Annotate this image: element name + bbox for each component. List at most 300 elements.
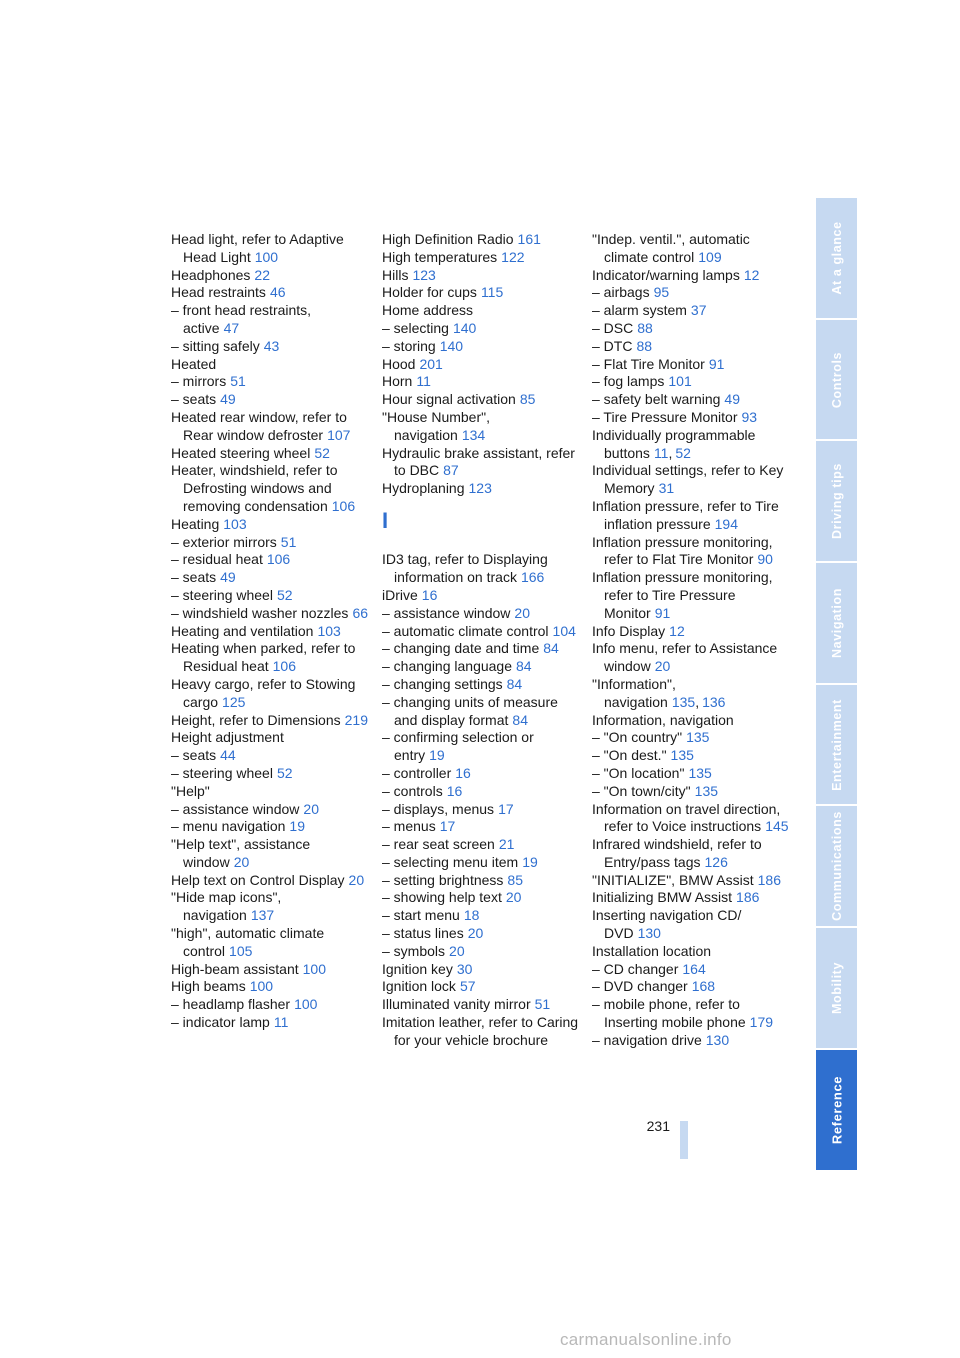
page-ref-link[interactable]: 84 xyxy=(512,711,528,728)
index-entry xyxy=(382,783,582,801)
index-entry-text: Horn xyxy=(382,373,413,390)
page-ref-link[interactable]: 84 xyxy=(506,675,523,692)
page-ref-link[interactable]: 201 xyxy=(419,355,443,372)
page-ref-link[interactable]: 37 xyxy=(690,302,707,319)
index-entry xyxy=(592,996,792,1032)
page-ref-link[interactable]: 49 xyxy=(220,391,236,408)
index-entry xyxy=(171,996,371,1014)
page-ref-link[interactable]: 30 xyxy=(456,960,473,977)
page-ref-separator: , xyxy=(668,444,673,461)
page-ref-link[interactable]: 186 xyxy=(757,871,781,888)
index-entry-text: – changing date and time xyxy=(382,640,540,657)
index-entry-text: Hydroplaning xyxy=(382,480,465,497)
index-entry-text: Individual settings, refer to Key Memory xyxy=(592,462,784,497)
index-entry xyxy=(171,267,371,285)
page-ref-link[interactable]: 51 xyxy=(534,996,551,1013)
index-entry-text: Information on travel direction, refer to Voice instructions xyxy=(592,800,781,835)
index-entry-text: Individually programmable buttons xyxy=(592,426,756,461)
page-ref-link[interactable]: 145 xyxy=(765,818,789,835)
page-ref-link[interactable]: 91 xyxy=(708,355,725,372)
page-ref-link[interactable]: 100 xyxy=(294,996,318,1013)
index-entry-text: Heavy cargo, refer to Stowing cargo xyxy=(171,675,356,710)
index-entry-text: iDrive xyxy=(382,586,418,603)
page-ref-link[interactable]: 12 xyxy=(669,622,685,639)
page-ref-link[interactable]: 168 xyxy=(691,978,716,995)
page-ref-link[interactable]: 85 xyxy=(507,871,523,888)
index-entry xyxy=(382,729,582,765)
index-entry-text: – changing settings xyxy=(382,675,503,692)
index-entry-text: – "On location" xyxy=(592,764,685,781)
index-entry-text: Head light, refer to Adaptive Head Light xyxy=(171,231,344,265)
index-entry xyxy=(382,231,582,249)
index-entry xyxy=(171,462,371,515)
index-entry-text: Hour signal activation xyxy=(382,391,516,408)
index-entry xyxy=(592,765,792,783)
index-entry-text: – storing xyxy=(382,337,436,354)
index-entry xyxy=(592,284,792,302)
index-entry-text: Heated xyxy=(171,355,217,372)
index-entry xyxy=(382,978,582,996)
index-entry xyxy=(382,320,582,338)
tab-label: Communications xyxy=(829,811,844,922)
index-entry-text: – DTC xyxy=(592,337,633,354)
page-ref-link[interactable]: 100 xyxy=(302,960,326,977)
page-ref-link[interactable]: 20 xyxy=(449,942,465,959)
page-ref-link[interactable]: 103 xyxy=(223,515,247,532)
index-entry xyxy=(382,889,582,907)
index-entry-text: – steering wheel xyxy=(171,586,273,603)
index-entry-text: – fog lamps xyxy=(592,373,665,390)
index-entry-text: – automatic climate control xyxy=(382,622,549,639)
index-entry xyxy=(592,267,792,285)
index-entry xyxy=(382,356,582,374)
page-ref-link[interactable]: 20 xyxy=(514,604,530,621)
index-entry-text: Head restraints xyxy=(171,284,266,301)
index-entry xyxy=(171,445,371,463)
tab-navigation[interactable] xyxy=(816,563,857,683)
index-entry-text: – steering wheel xyxy=(171,764,273,781)
index-entry-text: – controller xyxy=(382,764,452,781)
page-ref-link[interactable]: 52 xyxy=(276,586,293,603)
index-entry-text: – seats xyxy=(171,747,217,764)
index-entry-text: Height, refer to Dimensions xyxy=(171,711,341,728)
page-ref-link[interactable]: 20 xyxy=(303,800,319,817)
index-entry xyxy=(592,534,792,570)
index-entry xyxy=(382,338,582,356)
index-entry xyxy=(171,605,371,623)
index-entry xyxy=(382,284,582,302)
page-ref-link[interactable]: 135 xyxy=(694,782,719,799)
index-entry xyxy=(382,480,582,498)
index-entry-text: Indicator/warning lamps xyxy=(592,266,740,283)
index-entry-text: – menus xyxy=(382,818,436,835)
index-entry-text: – DVD changer xyxy=(592,978,688,995)
index-entry xyxy=(382,391,582,409)
index-entry-text: – sitting safely xyxy=(171,337,260,354)
index-entry xyxy=(382,605,582,623)
index-entry xyxy=(592,356,792,374)
page-ref-link[interactable]: 12 xyxy=(743,266,760,283)
index-entry-text: Info menu, refer to Assistance window xyxy=(592,640,778,675)
page-number-bar xyxy=(680,1121,688,1159)
index-entry xyxy=(171,587,371,605)
index-entry-text: Initializing BMW Assist xyxy=(592,889,733,906)
page-ref-link[interactable]: 136 xyxy=(702,693,726,710)
page-ref-link[interactable]: 125 xyxy=(222,693,246,710)
page-ref-link[interactable]: 134 xyxy=(461,426,486,443)
page-ref-link[interactable]: 107 xyxy=(327,426,351,443)
index-entry-text: "Indep. ventil.", automatic climate control xyxy=(592,231,750,265)
page-ref-link[interactable]: 122 xyxy=(501,248,525,265)
index-entry-text: Help text on Control Display xyxy=(171,871,345,888)
index-entry xyxy=(171,302,371,338)
index-entry xyxy=(382,872,582,890)
page-ref-link[interactable]: 100 xyxy=(254,248,279,265)
page-ref-link[interactable]: 106 xyxy=(331,497,356,514)
index-entry-text: – front head restraints, active xyxy=(171,302,312,336)
page-ref-link[interactable]: 11 xyxy=(653,444,669,461)
index-entry xyxy=(171,783,371,801)
page-ref-link[interactable]: 87 xyxy=(443,462,459,479)
page-ref-link[interactable]: 19 xyxy=(429,747,445,764)
page-ref-link[interactable]: 43 xyxy=(263,337,280,354)
index-entry xyxy=(382,1014,582,1050)
page-ref-link[interactable]: 219 xyxy=(344,711,368,728)
index-entry-text: Illuminated vanity mirror xyxy=(382,996,531,1013)
index-entry xyxy=(592,338,792,356)
index-entry xyxy=(382,996,582,1014)
index-entry-text: "Help" xyxy=(171,782,210,799)
page-ref-link[interactable]: 135 xyxy=(688,764,712,781)
index-entry-text: – selecting menu item xyxy=(382,853,519,870)
index-entry xyxy=(592,783,792,801)
index-entry-text: "Help text", assistance window xyxy=(171,836,311,870)
index-entry xyxy=(382,587,582,605)
index-entry xyxy=(382,302,582,320)
index-entry-text: – Tire Pressure Monitor xyxy=(592,408,738,425)
index-entry-text: – changing units of measure and display format xyxy=(382,693,558,728)
index-entry-text: – alarm system xyxy=(592,302,687,319)
index-entry-text: High beams xyxy=(171,978,246,995)
page-ref-link[interactable]: 140 xyxy=(439,337,464,354)
index-entry-text: – assistance window xyxy=(382,604,511,621)
index-entry-text: – safety belt warning xyxy=(592,391,721,408)
page-ref-link[interactable]: 123 xyxy=(412,266,436,283)
index-entry-text: Heating xyxy=(171,515,220,532)
tab-label: Reference xyxy=(829,1075,844,1144)
index-entry xyxy=(382,925,582,943)
index-entry xyxy=(171,765,371,783)
page-ref-link[interactable]: 51 xyxy=(280,533,297,550)
index-entry xyxy=(382,623,582,641)
index-entry xyxy=(171,551,371,569)
index-column-1 xyxy=(171,231,371,1032)
index-entry-text: – menu navigation xyxy=(171,818,286,835)
page-number: 231 xyxy=(646,1118,670,1134)
index-entry xyxy=(592,907,792,943)
index-entry xyxy=(171,569,371,587)
page-ref-link[interactable]: 18 xyxy=(463,907,480,924)
index-entry xyxy=(171,978,371,996)
page-ref-link[interactable]: 161 xyxy=(517,231,541,247)
page-ref-link[interactable]: 101 xyxy=(668,373,692,390)
index-entry xyxy=(171,961,371,979)
index-entry xyxy=(382,854,582,872)
page-ref-link[interactable]: 49 xyxy=(724,391,740,408)
tab-controls[interactable] xyxy=(816,320,857,440)
index-entry-text: – CD changer xyxy=(592,960,679,977)
page-ref-link[interactable]: 16 xyxy=(446,782,463,799)
tab-driving-tips[interactable] xyxy=(816,441,857,561)
page-ref-link[interactable]: 22 xyxy=(254,266,270,283)
index-entry-text: Installation location xyxy=(592,942,712,959)
index-entry-text: High temperatures xyxy=(382,248,498,265)
index-entry-text: Imitation leather, refer to Caring for your vehicle brochure xyxy=(382,1014,579,1048)
index-entry xyxy=(592,373,792,391)
page-ref-link[interactable]: 19 xyxy=(522,853,538,870)
page-ref-link[interactable]: 109 xyxy=(698,248,722,265)
page-ref-link[interactable]: 93 xyxy=(741,408,758,425)
index-entry xyxy=(592,623,792,641)
page-ref-link[interactable]: 16 xyxy=(455,764,471,781)
index-entry-text: – showing help text xyxy=(382,889,502,906)
index-entry-text: Hills xyxy=(382,266,409,283)
index-entry-text: – airbags xyxy=(592,284,650,301)
index-entry-text: Holder for cups xyxy=(382,284,477,301)
section-tabs xyxy=(816,198,857,1172)
page-ref-link[interactable]: 51 xyxy=(230,373,246,390)
index-entry xyxy=(171,640,371,676)
index-entry xyxy=(171,356,371,374)
index-entry xyxy=(592,712,792,730)
index-entry-text: – changing language xyxy=(382,658,513,675)
index-entry-text: – rear seat screen xyxy=(382,836,495,853)
page-ref-link[interactable]: 106 xyxy=(272,658,296,675)
page-ref-link[interactable]: 85 xyxy=(519,391,536,408)
index-entry xyxy=(171,676,371,712)
page-ref-link[interactable]: 88 xyxy=(636,337,653,354)
tab-label: Navigation xyxy=(829,587,844,658)
index-entry-text: – windshield washer nozzles xyxy=(171,604,349,621)
index-entry-text: – "On country" xyxy=(592,729,683,746)
index-entry xyxy=(171,1014,371,1032)
index-entry xyxy=(382,943,582,961)
index-entry-text: Hood xyxy=(382,355,416,372)
index-entry-text: – controls xyxy=(382,782,443,799)
page-ref-link[interactable]: 123 xyxy=(468,480,492,497)
index-entry xyxy=(592,889,792,907)
index-entry-text: Heating and ventilation xyxy=(171,622,314,639)
page-ref-link[interactable]: 16 xyxy=(421,586,438,603)
index-entry-text: Heated steering wheel xyxy=(171,444,311,461)
index-entry-text: – DSC xyxy=(592,319,634,336)
page-ref-link[interactable]: 194 xyxy=(714,515,738,532)
page-ref-link[interactable]: 106 xyxy=(266,551,291,568)
page-ref-link[interactable]: 103 xyxy=(317,622,341,639)
page-ref-separator: , xyxy=(695,693,700,710)
index-entry-text: Ignition key xyxy=(382,960,453,977)
index-entry xyxy=(382,658,582,676)
index-entry xyxy=(592,462,792,498)
index-entry-text: Height adjustment xyxy=(171,729,284,746)
index-entry-text: – headlamp flasher xyxy=(171,996,291,1013)
index-entry-text: "Information", navigation xyxy=(592,675,676,710)
page-ref-link[interactable]: 49 xyxy=(220,569,236,586)
page-ref-link[interactable]: 166 xyxy=(520,569,545,586)
page-ref-link[interactable]: 135 xyxy=(671,693,696,710)
page-ref-link[interactable]: 17 xyxy=(498,800,514,817)
page-ref-link[interactable]: 57 xyxy=(459,978,476,995)
index-entry xyxy=(592,498,792,534)
page-ref-link[interactable]: 95 xyxy=(653,284,670,301)
page-ref-link[interactable]: 31 xyxy=(658,480,675,497)
page-ref-link[interactable]: 88 xyxy=(637,319,653,336)
tab-label: Entertainment xyxy=(829,698,844,791)
index-entry xyxy=(592,427,792,463)
page-ref-link[interactable]: 130 xyxy=(637,925,661,942)
tab-at-a-glance[interactable] xyxy=(816,198,857,318)
page-ref-link[interactable]: 19 xyxy=(289,818,305,835)
index-entry xyxy=(171,729,371,747)
index-entry xyxy=(171,516,371,534)
index-entry-text: – "On town/city" xyxy=(592,782,691,799)
watermark: carmanualsonline.info xyxy=(560,1330,732,1349)
index-entry xyxy=(382,249,582,267)
index-entry-text: Home address xyxy=(382,302,474,319)
index-entry xyxy=(592,640,792,676)
page-ref-link[interactable]: 52 xyxy=(276,764,293,781)
tab-mobility[interactable] xyxy=(816,928,857,1048)
index-entry xyxy=(382,445,582,481)
index-entry xyxy=(171,889,371,925)
page-ref-link[interactable]: 90 xyxy=(757,551,773,568)
page-ref-link[interactable]: 164 xyxy=(682,960,706,977)
page-ref-link[interactable]: 21 xyxy=(498,836,515,853)
tab-communications[interactable] xyxy=(816,806,857,926)
page-ref-link[interactable]: 179 xyxy=(749,1014,774,1031)
index-entry-text: – displays, menus xyxy=(382,800,495,817)
index-entry xyxy=(171,409,371,445)
index-entry xyxy=(592,302,792,320)
index-entry xyxy=(382,551,582,587)
index-entry-text: – assistance window xyxy=(171,800,300,817)
page-ref-link[interactable]: 20 xyxy=(233,853,250,870)
index-entry xyxy=(171,747,371,765)
index-entry xyxy=(171,623,371,641)
page-ref-link[interactable]: 115 xyxy=(480,284,504,301)
index-entry-text: Inflation pressure monitoring, refer to Flat Tire Monitor xyxy=(592,533,773,568)
page-ref-link[interactable]: 47 xyxy=(223,319,240,336)
index-entry-text: – selecting xyxy=(382,319,449,336)
index-entry xyxy=(592,391,792,409)
index-entry xyxy=(171,836,371,872)
index-entry-text: High Definition Radio xyxy=(382,231,514,247)
page-ref-link[interactable]: 140 xyxy=(452,319,477,336)
page-ref-link[interactable]: 135 xyxy=(670,747,694,764)
index-entry-text: – setting brightness xyxy=(382,871,504,888)
page-ref-link[interactable]: 84 xyxy=(543,640,559,657)
index-entry-text: – start menu xyxy=(382,907,460,924)
index-entry xyxy=(171,872,371,890)
page-ref-link[interactable]: 66 xyxy=(352,604,369,621)
index-entry-text: Heated rear window, refer to Rear window defroster xyxy=(171,408,347,443)
page-ref-link[interactable]: 137 xyxy=(250,907,275,924)
index-entry xyxy=(171,231,371,267)
index-column-2 xyxy=(382,231,582,1050)
index-entry xyxy=(592,729,792,747)
index-entry xyxy=(382,640,582,658)
page-ref-link[interactable]: 20 xyxy=(505,889,522,906)
index-entry-text: – Flat Tire Monitor xyxy=(592,355,705,372)
index-entry-text: – status lines xyxy=(382,925,464,942)
page-ref-link[interactable]: 20 xyxy=(654,658,671,675)
index-entry-text: – symbols xyxy=(382,942,446,959)
index-entry xyxy=(171,925,371,961)
index-entry xyxy=(382,961,582,979)
page-ref-link[interactable]: 44 xyxy=(220,747,236,764)
index-entry-text: High-beam assistant xyxy=(171,960,299,977)
index-entry-text: – "On dest." xyxy=(592,747,667,764)
tab-entertainment[interactable] xyxy=(816,685,857,805)
page-ref-link[interactable]: 52 xyxy=(314,444,330,461)
page-ref-link[interactable]: 11 xyxy=(273,1014,289,1031)
tab-reference[interactable] xyxy=(816,1050,857,1170)
page-ref-link[interactable]: 52 xyxy=(675,444,691,461)
tab-label: Controls xyxy=(829,351,844,408)
page-ref-link[interactable]: 46 xyxy=(269,284,286,301)
index-entry-text: – indicator lamp xyxy=(171,1014,270,1031)
index-column-3 xyxy=(592,231,792,1050)
index-entry xyxy=(592,836,792,872)
page-ref-link[interactable]: 135 xyxy=(686,729,710,746)
index-entry-text: "high", automatic climate control xyxy=(171,925,325,959)
index-entry xyxy=(592,231,792,267)
index-entry xyxy=(592,320,792,338)
page-ref-link[interactable]: 126 xyxy=(704,853,728,870)
page-ref-link[interactable]: 104 xyxy=(552,622,576,639)
page-ref-link[interactable]: 186 xyxy=(736,889,760,906)
index-entry xyxy=(171,338,371,356)
page-ref-link[interactable]: 100 xyxy=(249,978,274,995)
index-entry-text: Information, navigation xyxy=(592,711,734,728)
page-ref-link[interactable]: 91 xyxy=(654,604,671,621)
page-ref-link[interactable]: 105 xyxy=(229,942,253,959)
index-entry xyxy=(592,801,792,837)
page-ref-link[interactable]: 84 xyxy=(516,658,532,675)
index-entry xyxy=(382,694,582,730)
index-entry-text: Infrared windshield, refer to Entry/pass tags xyxy=(592,836,762,870)
page-ref-link[interactable]: 20 xyxy=(467,925,484,942)
index-entry-text: – exterior mirrors xyxy=(171,533,277,550)
index-entry-text: – seats xyxy=(171,569,217,586)
index-entry xyxy=(592,569,792,622)
index-entry xyxy=(382,818,582,836)
page-ref-link[interactable]: 17 xyxy=(439,818,456,835)
index-entry xyxy=(592,943,792,961)
index-entry-text: – confirming selection or entry xyxy=(382,729,534,764)
index-entry xyxy=(382,676,582,694)
index-entry-text: – seats xyxy=(171,391,217,408)
page-ref-link[interactable]: 130 xyxy=(705,1031,730,1048)
tab-label: Mobility xyxy=(829,961,844,1014)
page-ref-link[interactable]: 20 xyxy=(348,871,365,888)
page-ref-link[interactable]: 11 xyxy=(416,373,431,390)
index-entry xyxy=(382,765,582,783)
index-entry-text: Hydraulic brake assistant, refer to DBC xyxy=(382,444,575,479)
index-entry-text: – navigation drive xyxy=(592,1031,702,1048)
index-entry xyxy=(382,409,582,445)
index-entry xyxy=(382,801,582,819)
